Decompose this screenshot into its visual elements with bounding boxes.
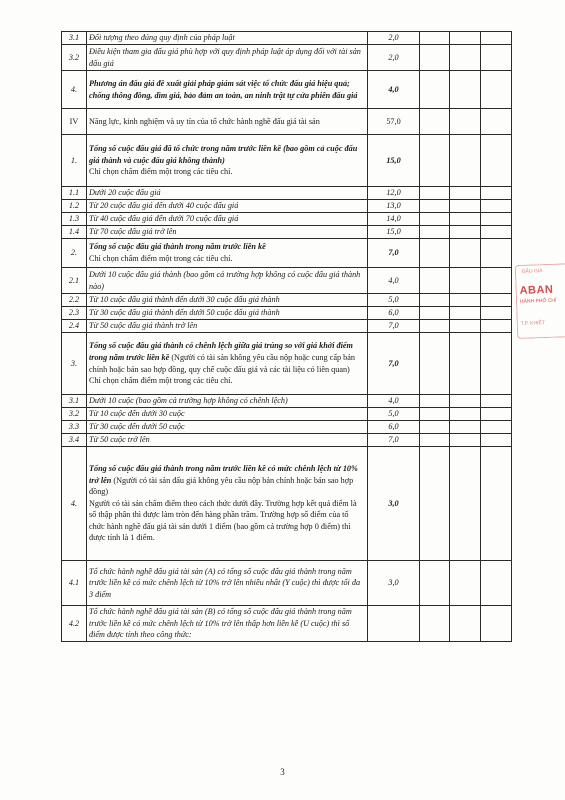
table-row (62, 187, 512, 200)
max-score: 7,0 (368, 239, 420, 268)
criterion-content (87, 135, 368, 187)
empty-score-cell (481, 109, 512, 135)
row-number: 1.2 (62, 200, 87, 213)
empty-score-cell (450, 606, 481, 642)
empty-score-cell (420, 45, 450, 71)
table-row (62, 268, 512, 294)
empty-score-cell (420, 606, 450, 642)
stamp-text-2: ABAN (519, 283, 554, 297)
empty-score-cell (420, 307, 450, 320)
criterion-content: Từ 10 cuộc đến dưới 30 cuộc (87, 408, 368, 421)
empty-score-cell (481, 294, 512, 307)
criterion-content: Dưới 20 cuộc đấu giá (87, 187, 368, 200)
table-row (62, 32, 512, 45)
criterion-line: Chỉ chọn chấm điểm một trong các tiêu chí. (89, 167, 233, 177)
max-score: 7,0 (368, 333, 420, 395)
empty-score-cell (450, 447, 481, 561)
criterion-content: Từ 30 cuộc đấu giá thành đến dưới 50 cuộc đấu giá thành (87, 307, 368, 320)
row-number: 4.2 (62, 606, 87, 642)
empty-score-cell (481, 561, 512, 606)
empty-score-cell (450, 268, 481, 294)
empty-score-cell (481, 200, 512, 213)
empty-score-cell (481, 32, 512, 45)
max-score: 4,0 (368, 71, 420, 109)
empty-score-cell (481, 213, 512, 226)
row-number: 1.1 (62, 187, 87, 200)
max-score: 3,0 (368, 561, 420, 606)
empty-score-cell (450, 307, 481, 320)
empty-score-cell (450, 71, 481, 109)
empty-score-cell (420, 447, 450, 561)
max-score: 5,0 (368, 294, 420, 307)
table-row (62, 307, 512, 320)
criterion-content: Từ 50 cuộc đấu giá thành trở lên (87, 320, 368, 333)
criterion-line: (Người có tài sản đấu giá không yêu cầu nộp bản chính hoặc bản sao hợp đồng) (89, 475, 354, 497)
max-score: 6,0 (368, 421, 420, 434)
max-score: 13,0 (368, 200, 420, 213)
table-row (62, 606, 512, 642)
empty-score-cell (481, 226, 512, 239)
empty-score-cell (481, 447, 512, 561)
max-score: 5,0 (368, 408, 420, 421)
row-number: 4. (62, 71, 87, 109)
empty-score-cell (450, 408, 481, 421)
table-row (62, 421, 512, 434)
max-score: 6,0 (368, 307, 420, 320)
empty-score-cell (420, 187, 450, 200)
max-score (368, 606, 420, 642)
empty-score-cell (481, 268, 512, 294)
empty-score-cell (420, 213, 450, 226)
row-number: 2.3 (62, 307, 87, 320)
empty-score-cell (420, 294, 450, 307)
stamp-text-4: T.P. KHIẾT (520, 320, 545, 327)
criterion-content: Từ 20 cuộc đấu giá đến dưới 40 cuộc đấu giá (87, 200, 368, 213)
empty-score-cell (481, 187, 512, 200)
empty-score-cell (450, 320, 481, 333)
row-number: 2.4 (62, 320, 87, 333)
table-row (62, 109, 512, 135)
empty-score-cell (450, 32, 481, 45)
empty-score-cell (420, 421, 450, 434)
criterion-content: Phương án đấu giá đề xuất giải pháp giám sát việc tổ chức đấu giá hiệu quả; chống thông đồng, dìm giá, bảo đảm an toàn, an ninh trật tự cửa phiên đấu giá (87, 71, 368, 109)
row-number: 2.2 (62, 294, 87, 307)
row-number: 1.4 (62, 226, 87, 239)
empty-score-cell (450, 213, 481, 226)
criterion-line: Tổng số cuộc đấu giá thành trong năm trước liền kề (89, 242, 266, 252)
empty-score-cell (481, 395, 512, 408)
table-row (62, 71, 512, 109)
empty-score-cell (420, 408, 450, 421)
max-score: 2,0 (368, 32, 420, 45)
criterion-content: Từ 50 cuộc trở lên (87, 434, 368, 447)
empty-score-cell (450, 561, 481, 606)
empty-score-cell (450, 200, 481, 213)
table-row (62, 434, 512, 447)
criterion-line: (Người có tài sản không yêu cầu nộp hoặc cung cấp bản chính hoặc bản sao hợp đồng, quy chế cuộc đấu giá và các tài liệu có liên quan) (89, 352, 355, 374)
row-number: 3.4 (62, 434, 87, 447)
max-score: 3,0 (368, 447, 420, 561)
table-row (62, 561, 512, 606)
empty-score-cell (481, 239, 512, 268)
empty-score-cell (420, 71, 450, 109)
criterion-content: Dưới 10 cuộc đấu giá thành (bao gồm cả trường hợp không có cuộc đấu giá thành nào) (87, 268, 368, 294)
criterion-line: Tổng số cuộc đấu giá thành có chênh lệch giữa giá trúng so với giá khởi điểm trong năm trước liền kề (89, 341, 353, 362)
page-number: 3 (280, 767, 285, 777)
empty-score-cell (450, 421, 481, 434)
max-score: 57,0 (368, 109, 420, 135)
empty-score-cell (481, 434, 512, 447)
max-score: 12,0 (368, 187, 420, 200)
criterion-content: Tổ chức hành nghề đấu giá tài sản (B) có tổng số cuộc đấu giá thành trong năm trước liền kề có mức chênh lệch từ 10% trở lên thấp hơn liền kề (U cuộc) thì số điểm được tính theo công thức: (87, 606, 368, 642)
table-row (62, 320, 512, 333)
empty-score-cell (481, 71, 512, 109)
empty-score-cell (420, 239, 450, 268)
max-score: 7,0 (368, 434, 420, 447)
table-row (62, 239, 512, 268)
row-number: 3. (62, 333, 87, 395)
stamp-text-1: ĐẤU GIÁ (521, 268, 543, 275)
empty-score-cell (450, 109, 481, 135)
empty-score-cell (420, 200, 450, 213)
row-number: 3.1 (62, 32, 87, 45)
criterion-content (87, 239, 368, 268)
empty-score-cell (481, 408, 512, 421)
max-score: 7,0 (368, 320, 420, 333)
evaluation-criteria-table (61, 31, 512, 642)
empty-score-cell (450, 226, 481, 239)
row-number: 3.2 (62, 408, 87, 421)
empty-score-cell (420, 135, 450, 187)
row-number: 3.1 (62, 395, 87, 408)
empty-score-cell (450, 135, 481, 187)
criterion-content (87, 447, 368, 561)
max-score: 4,0 (368, 395, 420, 408)
row-number: 4.1 (62, 561, 87, 606)
row-number: 1.3 (62, 213, 87, 226)
criterion-content: Từ 10 cuộc đấu giá thành đến dưới 30 cuộc đấu giá thành (87, 294, 368, 307)
stamp-text-3: HÀNH PHỐ CHÍ (519, 297, 557, 305)
empty-score-cell (450, 434, 481, 447)
row-number: 3.3 (62, 421, 87, 434)
max-score: 2,0 (368, 45, 420, 71)
empty-score-cell (420, 434, 450, 447)
table-row (62, 135, 512, 187)
table-row (62, 294, 512, 307)
empty-score-cell (420, 561, 450, 606)
empty-score-cell (420, 333, 450, 395)
empty-score-cell (450, 239, 481, 268)
empty-score-cell (481, 333, 512, 395)
empty-score-cell (481, 45, 512, 71)
table-row (62, 395, 512, 408)
row-number: 2.1 (62, 268, 87, 294)
criterion-content: Từ 30 cuộc đến dưới 50 cuộc (87, 421, 368, 434)
empty-score-cell (481, 135, 512, 187)
red-seal-stamp (515, 263, 565, 339)
criterion-content: Năng lực, kinh nghiệm và uy tín của tổ chức hành nghề đấu giá tài sản (87, 109, 368, 135)
max-score: 15,0 (368, 226, 420, 239)
row-number: 2. (62, 239, 87, 268)
empty-score-cell (450, 395, 481, 408)
empty-score-cell (450, 45, 481, 71)
criterion-content: Điều kiện tham gia đấu giá phù hợp với quy định pháp luật áp dụng đối với tài sản đấu giá (87, 45, 368, 71)
empty-score-cell (450, 294, 481, 307)
criterion-line: Tổng số cuộc đấu giá thành trong năm trước liền kề có mức chênh lệch từ 10% trở lên (89, 463, 358, 485)
criterion-line: Chỉ chọn chấm điểm một trong các tiêu chí. (89, 254, 233, 263)
table-row (62, 213, 512, 226)
empty-score-cell (420, 395, 450, 408)
criterion-content: Từ 40 cuộc đấu giá đến dưới 70 cuộc đấu giá (87, 213, 368, 226)
criterion-line: Người có tài sản chấm điểm theo cách thức dưới đây. Trường hợp kết quả điểm là số thập phân thì được làm tròn đến hàng phần trăm. Trường hợp số điểm của tổ chức hành nghề đấu giá tài sản dưới 1 điểm (bao gồm cả trường hợp 0 điểm) thì được tính là 1 điểm. (89, 498, 357, 543)
empty-score-cell (450, 187, 481, 200)
empty-score-cell (481, 320, 512, 333)
criterion-content: Từ 70 cuộc đấu giá trở lên (87, 226, 368, 239)
empty-score-cell (450, 333, 481, 395)
empty-score-cell (420, 226, 450, 239)
criterion-content: Dưới 10 cuộc (bao gồm cả trường hợp không có chênh lệch) (87, 395, 368, 408)
criterion-line: Tổng số cuộc đấu giá đã tổ chức trong năm trước liền kề (bao gồm cả cuộc đấu giá thành và cuộc đấu giá không thành) (89, 144, 358, 165)
row-number: IV (62, 109, 87, 135)
max-score: 4,0 (368, 268, 420, 294)
empty-score-cell (420, 109, 450, 135)
criterion-content (87, 333, 368, 395)
empty-score-cell (420, 268, 450, 294)
empty-score-cell (481, 421, 512, 434)
empty-score-cell (481, 606, 512, 642)
criterion-content: Tổ chức hành nghề đấu giá tài sản (A) có tổng số cuộc đấu giá thành trong năm trước liền kề có mức chênh lệch từ 10% trở lên nhiều nhất (Y cuộc) thì được tối đa 3 điểm (87, 561, 368, 606)
max-score: 14,0 (368, 213, 420, 226)
table-row (62, 200, 512, 213)
criteria-table-body (62, 32, 512, 642)
empty-score-cell (420, 320, 450, 333)
empty-score-cell (481, 307, 512, 320)
row-number: 4. (62, 447, 87, 561)
table-row (62, 408, 512, 421)
max-score: 15,0 (368, 135, 420, 187)
row-number: 3.2 (62, 45, 87, 71)
table-row (62, 447, 512, 561)
criterion-line: Chỉ chọn chấm điểm một trong các tiêu chí. (89, 376, 233, 386)
empty-score-cell (420, 32, 450, 45)
row-number: 1. (62, 135, 87, 187)
table-row (62, 226, 512, 239)
criterion-content: Đối tượng theo đúng quy định của pháp luật (87, 32, 368, 45)
table-row (62, 45, 512, 71)
table-row (62, 333, 512, 395)
